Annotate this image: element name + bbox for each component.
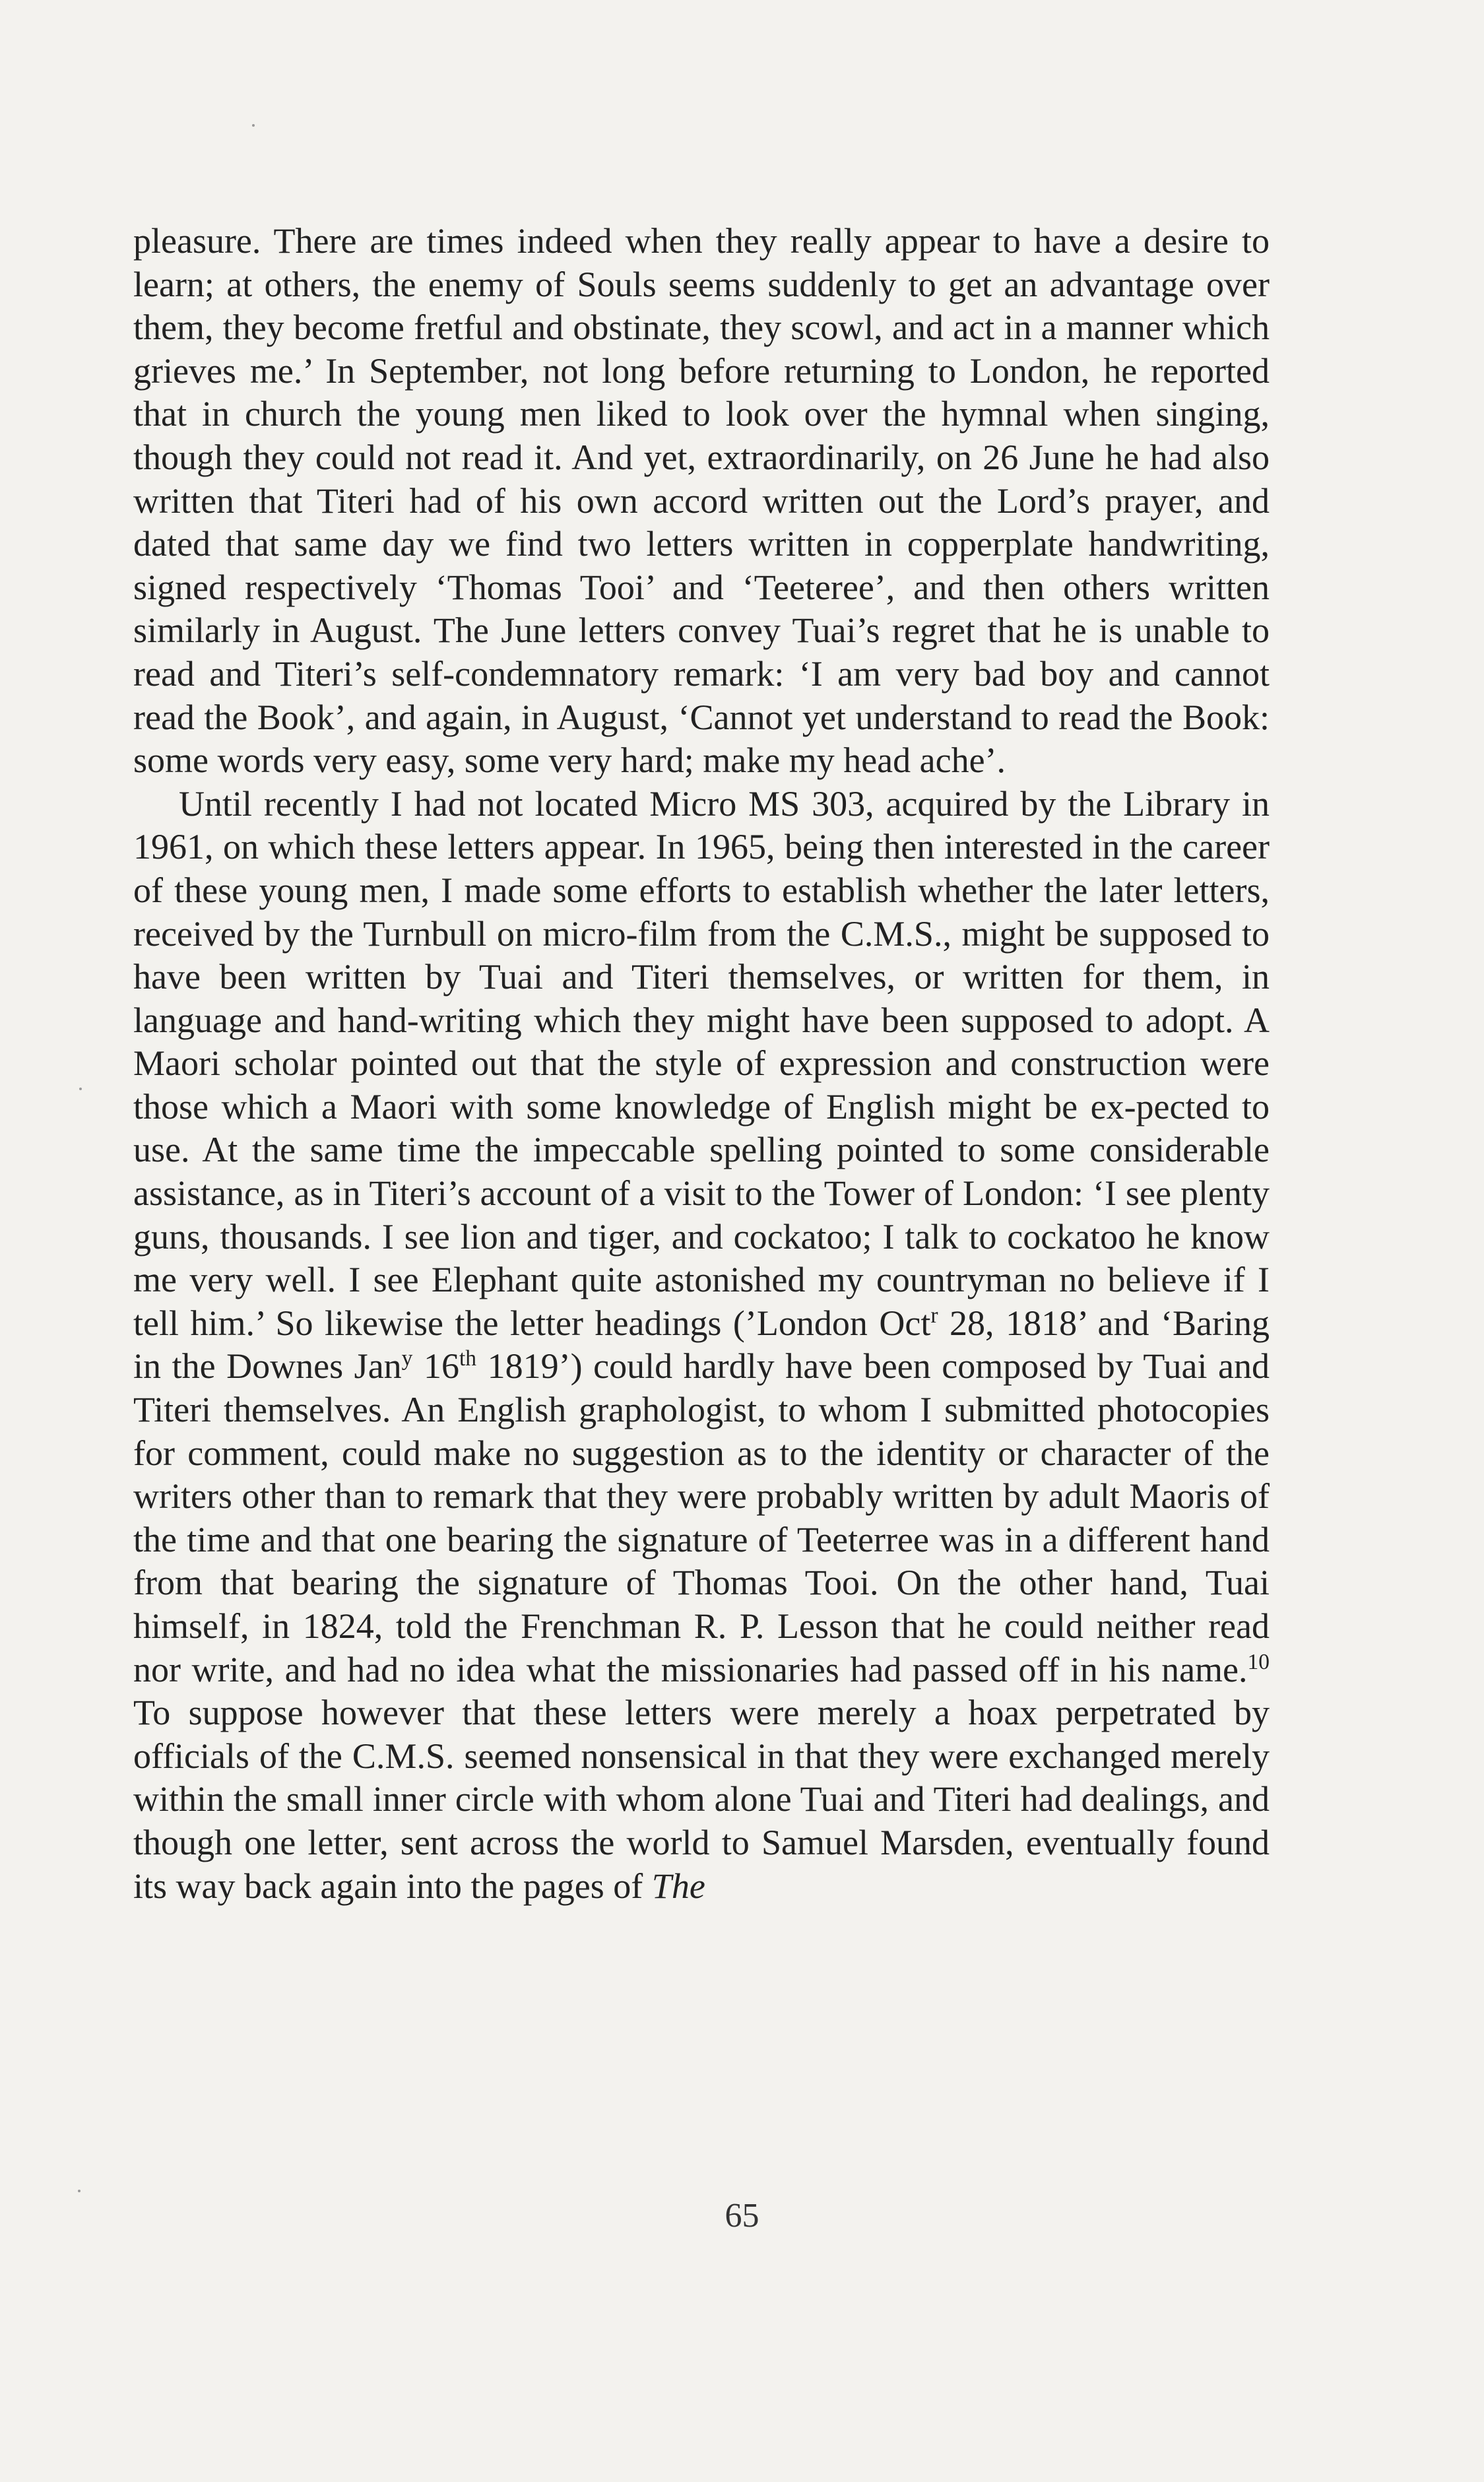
paragraph-2-part-b: 28, 1818’ and ‘Baring in the Downes Jan bbox=[133, 1303, 1270, 1387]
paper-speck bbox=[252, 124, 255, 127]
superscript-r: r bbox=[930, 1303, 938, 1328]
paragraph-2-part-e: To suppose however that these letters were merely a hoax perpetrated by officials of the C.M.S. seemed nonsensical in that they were exchanged merely within the small inner circle with whom alone Tuai and Titeri had dealings, and though one letter, sent across the world to Samuel Marsden, eventually found its way back again into the pages of bbox=[133, 1693, 1270, 1906]
body-text bbox=[133, 220, 1270, 1908]
paper-speck bbox=[78, 2190, 81, 2192]
page-number: 65 bbox=[725, 2197, 759, 2235]
paper-speck bbox=[79, 1088, 82, 1090]
footnote-reference: 10 bbox=[1247, 1649, 1270, 1674]
superscript-y: y bbox=[401, 1346, 413, 1371]
paragraph-1: pleasure. There are times indeed when they really appear to have a desire to learn; at others, the enemy of Souls seems suddenly to get an advantage over them, they become fretful and obstinate, they scowl, and act in a manner which grieves me.’ In September, not long before returning to London, he reported that in church the young men liked to look over the hymnal when singing, though they could not read it. And yet, extraordinarily, on 26 June he had also written that Titeri had of his own accord written out the Lord’s prayer, and dated that same day we find two letters written in copperplate handwriting, signed respectively ‘Thomas Tooi’ and ‘Teeteree’, and then others written similarly in August. The June letters convey Tuai’s regret that he is unable to read and Titeri’s self-condemnatory remark: ‘I am very bad boy and cannot read the Book’, and again, in August, ‘Cannot yet understand to read the Book: some words very easy, some very hard; make my head ache’. bbox=[133, 221, 1270, 781]
italic-word: The bbox=[651, 1866, 705, 1906]
paragraph-2 bbox=[133, 783, 1270, 1908]
paragraph-2-part-c: 16 bbox=[412, 1346, 459, 1387]
paragraph-2-part-a: Until recently I had not located Micro MS 303, acquired by the Library in 1961, on which these letters appear. In 1965, being then interested in the career of these young men, I made some efforts to establish whether the later letters, received by the Turnbull on micro-film from the C.M.S., might be supposed to have been written by Tuai and Titeri themselves, or written for them, in language and hand-writing which they might have been supposed to adopt. A Maori scholar pointed out that the style of expression and construction were those which a Maori with some knowledge of English might be ex-pected to use. At the same time the impeccable spelling pointed to some considerable assistance, as in Titeri’s account of a visit to the Tower of London: ‘I see plenty guns, thousands. I see lion and tiger, and cockatoo; I talk to cockatoo he know me very well. I see Elephant quite astonished my countryman no believe if I tell him.’ So likewise the letter headings (’London Oct bbox=[133, 783, 1270, 1343]
superscript-th: th bbox=[459, 1346, 477, 1371]
paragraph-2-part-d: 1819’) could hardly have been composed by Tuai and Titeri themselves. An English graphologist, to whom I submitted photocopies for comment, could make no suggestion as to the identity or character of the writers other than to remark that they were probably written by adult Maoris of the time and that one bearing the signature of Teeterree was in a different hand from that bearing the signature of Thomas Tooi. On the other hand, Tuai himself, in 1824, told the Frenchman R. P. Lesson that he could neither read nor write, and had no idea what the missionaries had passed off in his name. bbox=[133, 1346, 1270, 1689]
